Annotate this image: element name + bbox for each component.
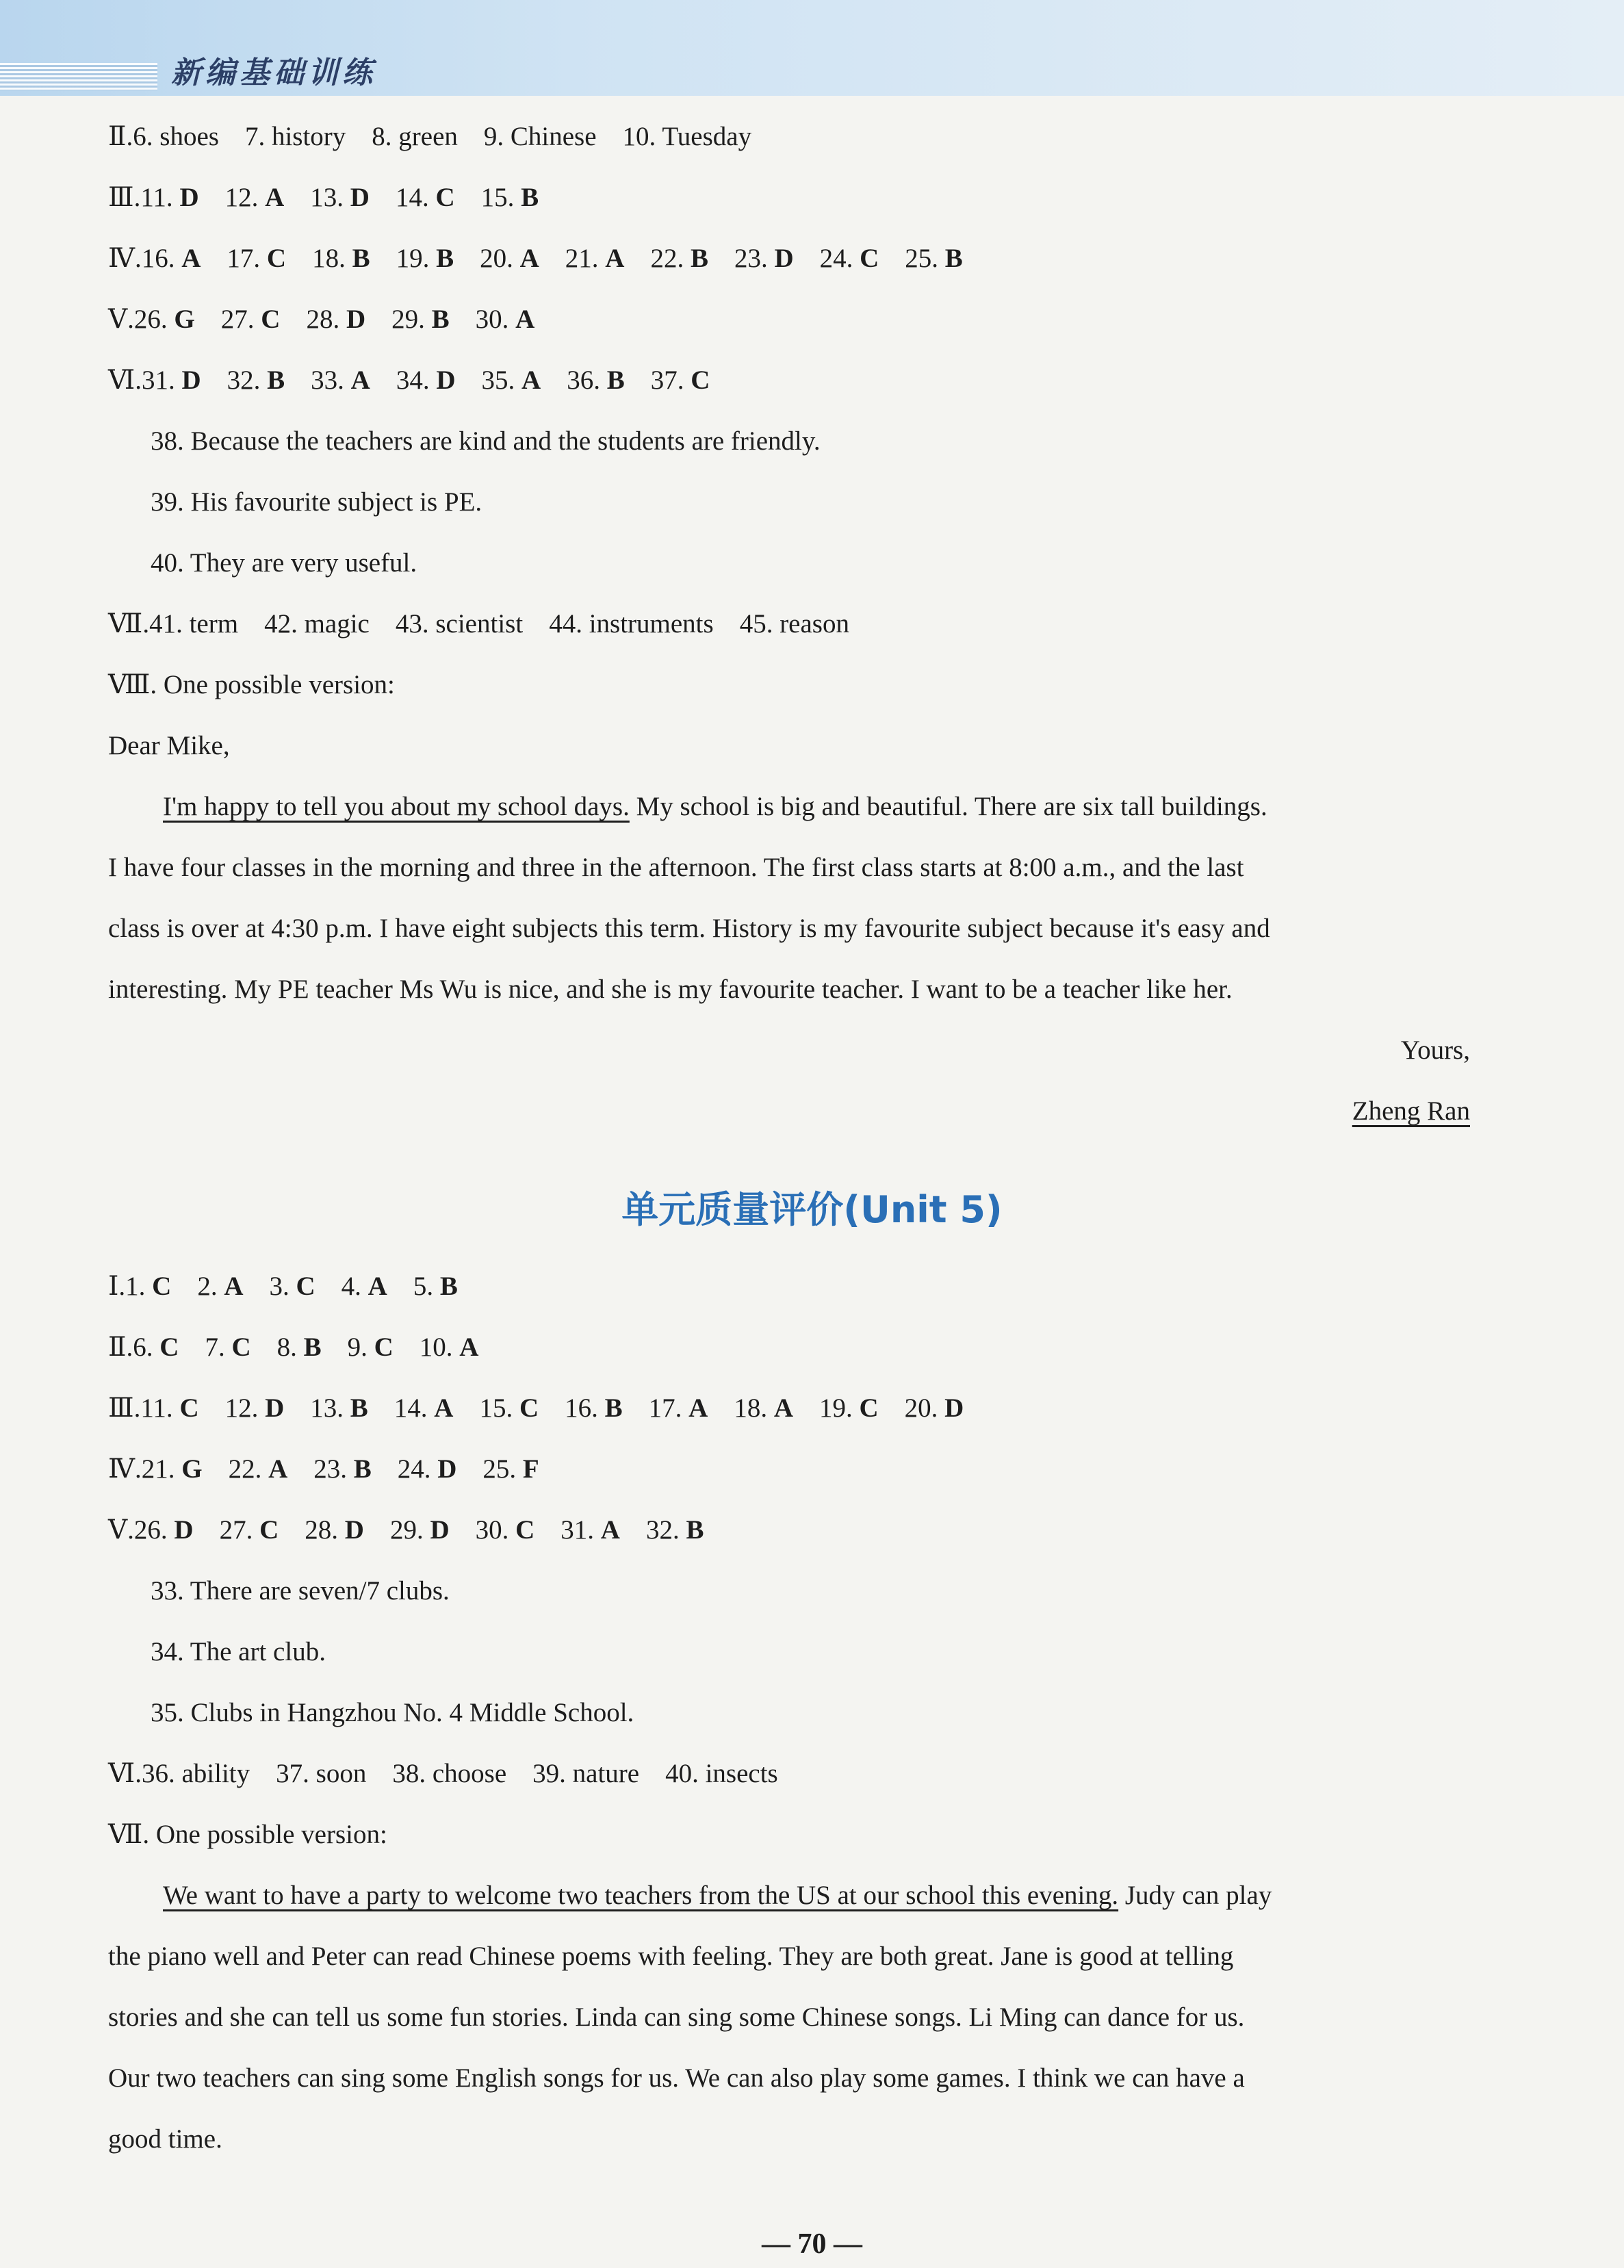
question-number: 6. <box>133 122 160 151</box>
answer-row-p2-1 <box>108 1270 458 1304</box>
answer-value: C <box>515 1515 535 1545</box>
question-number: 22. <box>228 1454 269 1484</box>
question-number: 6. <box>133 1332 160 1362</box>
question-number: 13. <box>310 1393 350 1423</box>
question-number: 17. <box>648 1393 689 1423</box>
answer-value: D <box>174 1515 194 1545</box>
answer-value: D <box>774 244 794 273</box>
answer-item <box>650 242 708 276</box>
answer-value: A <box>181 244 201 273</box>
answer-row-p1-4 <box>108 242 963 276</box>
answer-item <box>396 242 454 276</box>
question-number: 9. <box>347 1332 374 1362</box>
question-number: 21. <box>565 244 606 273</box>
section-number: Ⅶ. <box>108 609 150 639</box>
answer-value: C <box>860 244 879 273</box>
letter-line-1 <box>163 790 1267 824</box>
answer-40: 40. They are very useful. <box>151 548 417 578</box>
answer-item <box>277 1330 322 1365</box>
question-number: 20. <box>480 244 520 273</box>
answer-item <box>567 363 625 398</box>
answer-row-p2-5 <box>108 1513 704 1547</box>
question-number: 12. <box>224 183 266 212</box>
question-number: 22. <box>650 244 691 273</box>
answer-value: C <box>296 1272 315 1301</box>
answer-value: shoes <box>159 122 219 151</box>
question-number: 7. <box>244 122 272 151</box>
answer-item <box>220 1513 279 1547</box>
question-number: 32. <box>645 1515 686 1545</box>
question-number: 30. <box>475 1515 516 1545</box>
answer-row-p2-2 <box>108 1330 478 1365</box>
answer-item <box>313 1452 372 1486</box>
essay-line-4: Our two teachers can sing some English songs for us. We can also play some games. I think we can have a <box>108 2063 1245 2093</box>
answer-item <box>734 242 794 276</box>
answer-value: G <box>181 1454 203 1484</box>
answer-value: D <box>436 365 456 395</box>
question-number: 16. <box>141 244 182 273</box>
section-number: Ⅲ. <box>108 1393 141 1423</box>
answer-value: C <box>261 305 281 334</box>
answer-row-p1-6 <box>108 363 710 398</box>
letter-first-sentence: I'm happy to tell you about my school days. <box>163 792 630 821</box>
question-number: 39. <box>532 1759 573 1788</box>
answer-item <box>133 1330 179 1365</box>
question-number: 27. <box>219 1515 260 1545</box>
question-number: 19. <box>396 244 437 273</box>
answer-item <box>372 120 458 154</box>
answer-item <box>312 242 370 276</box>
answer-item <box>413 1270 458 1304</box>
section-number: Ⅴ. <box>108 305 134 334</box>
question-number: 26. <box>133 1515 175 1545</box>
header-title: 新编基础训练 <box>171 55 376 90</box>
question-number: 15. <box>479 1393 519 1423</box>
answer-item <box>140 181 198 215</box>
answer-value: D <box>437 1454 457 1484</box>
answer-value: nature <box>572 1759 640 1788</box>
answer-item <box>125 1270 171 1304</box>
answer-value: C <box>179 1393 199 1423</box>
answer-row-p1-3 <box>108 181 539 215</box>
answer-value: B <box>690 244 708 273</box>
answer-value: A <box>459 1332 479 1362</box>
answer-value: C <box>159 1332 179 1362</box>
answer-value: B <box>350 1393 368 1423</box>
answer-item <box>484 120 597 154</box>
answer-value: A <box>688 1393 708 1423</box>
answer-item <box>398 1452 457 1486</box>
question-number: 13. <box>310 183 350 212</box>
letter-line-3: class is over at 4:30 p.m. I have eight subjects this term. History is my favourite subject because it's easy and <box>108 914 1270 943</box>
question-number: 24. <box>397 1454 438 1484</box>
question-number: 41. <box>149 609 190 639</box>
answer-item <box>734 1391 793 1426</box>
answer-value: instruments <box>589 609 714 639</box>
answer-value: Chinese <box>510 122 597 151</box>
answer-35: 35. Clubs in Hangzhou No. 4 Middle School. <box>151 1698 634 1727</box>
question-number: 23. <box>734 244 775 273</box>
letter-closing: Yours, <box>1400 1035 1470 1065</box>
answer-row-p1-7 <box>108 607 849 641</box>
question-number: 15. <box>480 183 521 212</box>
answer-item <box>396 181 455 215</box>
section-number: Ⅰ. <box>108 1272 126 1301</box>
answer-item <box>311 363 370 398</box>
question-number: 24. <box>819 244 860 273</box>
answer-item <box>197 1270 243 1304</box>
answer-value: A <box>521 365 541 395</box>
answer-item <box>396 363 456 398</box>
answer-value: B <box>439 1272 458 1301</box>
answer-value: C <box>259 1515 279 1545</box>
question-number: 18. <box>734 1393 774 1423</box>
question-number: 45. <box>739 609 780 639</box>
answer-value: D <box>179 183 199 212</box>
page-number: — 70 — <box>762 2228 862 2260</box>
answer-value: A <box>265 183 285 212</box>
answer-value: D <box>944 1393 964 1423</box>
answer-value: A <box>605 244 625 273</box>
answer-value: reason <box>779 609 849 639</box>
question-number: 4. <box>341 1272 368 1301</box>
answer-item <box>532 1757 639 1791</box>
essay-line-3: stories and she can tell us some fun stories. Linda can sing some Chinese songs. Li Ming can dance for us. <box>108 2002 1245 2032</box>
answer-item <box>646 1513 704 1547</box>
question-number: 28. <box>306 305 346 334</box>
answer-item <box>819 1391 879 1426</box>
question-number: 28. <box>305 1515 345 1545</box>
answer-item <box>479 1391 539 1426</box>
question-number: 34. <box>396 365 437 395</box>
question-number: 40. <box>665 1759 706 1788</box>
answer-item <box>310 1391 368 1426</box>
answer-value: C <box>859 1393 879 1423</box>
question-number: 19. <box>819 1393 860 1423</box>
answer-item <box>565 1391 623 1426</box>
answer-value: C <box>152 1272 172 1301</box>
answer-item <box>549 607 714 641</box>
question-number: 14. <box>395 183 436 212</box>
answer-33: 33. There are seven/7 clubs. <box>151 1576 450 1606</box>
answer-item <box>149 607 238 641</box>
answer-value: B <box>436 244 454 273</box>
answer-value: Tuesday <box>662 122 752 151</box>
answer-value: term <box>189 609 239 639</box>
question-number: 27. <box>220 305 261 334</box>
question-number: 29. <box>389 1515 430 1545</box>
section-title: 单元质量评价(Unit 5) <box>621 1188 1003 1231</box>
answer-value: B <box>686 1515 704 1545</box>
answer-value: C <box>435 183 455 212</box>
answer-39: 39. His favourite subject is PE. <box>151 487 482 517</box>
question-number: 31. <box>560 1515 601 1545</box>
answer-value: A <box>224 1272 244 1301</box>
question-number: 11. <box>140 1393 180 1423</box>
answer-value: D <box>346 305 366 334</box>
question-number: 11. <box>140 183 180 212</box>
answer-value: B <box>353 1454 372 1484</box>
answer-value: A <box>515 305 535 334</box>
section-number: Ⅳ. <box>108 1454 142 1484</box>
answer-value: A <box>368 1272 387 1301</box>
section-number: Ⅱ. <box>108 122 133 151</box>
answer-item <box>476 1513 535 1547</box>
answer-value: D <box>344 1515 364 1545</box>
question-number: 20. <box>904 1393 945 1423</box>
essay-first-sentence: We want to have a party to welcome two teachers from the US at our school this evening. <box>163 1881 1119 1910</box>
answer-value: B <box>521 183 539 212</box>
answer-value: A <box>350 365 370 395</box>
answer-item <box>229 1452 288 1486</box>
answer-value: G <box>174 305 195 334</box>
letter-greeting: Dear Mike, <box>108 731 230 760</box>
answer-value: green <box>398 122 458 151</box>
question-number: 16. <box>565 1393 605 1423</box>
answer-item <box>142 1757 250 1791</box>
answer-value: A <box>519 244 539 273</box>
answer-item <box>133 120 219 154</box>
answer-value: D <box>350 183 370 212</box>
question-number: 3. <box>269 1272 296 1301</box>
answer-value: ability <box>181 1759 250 1788</box>
answer-item <box>142 242 201 276</box>
question-number: 5. <box>413 1272 440 1301</box>
answer-value: D <box>430 1515 450 1545</box>
answer-row-p2-7: Ⅶ. One possible version: <box>108 1820 387 1849</box>
answer-value: C <box>374 1332 394 1362</box>
question-number: 2. <box>197 1272 224 1301</box>
answer-item <box>905 242 963 276</box>
letter-line-4: interesting. My PE teacher Ms Wu is nice, and she is my favourite teacher. I want to be a teacher like her. <box>108 975 1233 1004</box>
answer-34: 34. The art club. <box>151 1637 326 1666</box>
answer-item <box>480 242 539 276</box>
answer-item <box>565 242 625 276</box>
header-decoration <box>0 63 157 90</box>
essay-line-1 <box>163 1879 1272 1913</box>
question-number: 23. <box>313 1454 354 1484</box>
answer-row-p2-6 <box>108 1757 778 1791</box>
answer-value: soon <box>315 1759 367 1788</box>
answer-item <box>134 1513 194 1547</box>
question-number: 31. <box>141 365 182 395</box>
answer-item <box>142 1452 203 1486</box>
question-number: 14. <box>394 1393 435 1423</box>
answer-value: C <box>266 244 287 273</box>
letter-signature: Zheng Ran <box>1352 1096 1470 1126</box>
answer-item <box>420 1330 479 1365</box>
answer-value: A <box>268 1454 288 1484</box>
answer-value: scientist <box>435 609 524 639</box>
question-number: 32. <box>227 365 268 395</box>
question-number: 10. <box>419 1332 460 1362</box>
section-number: Ⅵ. <box>108 1759 142 1788</box>
answer-value: magic <box>304 609 370 639</box>
question-number: 38. <box>392 1759 433 1788</box>
answer-item <box>134 302 195 337</box>
question-number: 25. <box>905 244 945 273</box>
question-number: 43. <box>395 609 436 639</box>
answer-item <box>225 1391 285 1426</box>
letter-line-1-rest: My school is big and beautiful. There are six tall buildings. <box>629 792 1267 821</box>
section-number: Ⅵ. <box>108 365 142 395</box>
section-number: Ⅴ. <box>108 1515 134 1545</box>
question-number: 33. <box>311 365 351 395</box>
section-number: Ⅱ. <box>108 1332 133 1362</box>
answer-value: B <box>604 1393 623 1423</box>
answer-row-p1-8: Ⅷ. One possible version: <box>108 670 395 699</box>
question-number: 12. <box>224 1393 266 1423</box>
answer-item <box>348 1330 394 1365</box>
question-number: 36. <box>141 1759 182 1788</box>
essay-line-1-rest: Judy can play <box>1118 1881 1272 1910</box>
question-number: 25. <box>482 1454 523 1484</box>
question-number: 7. <box>205 1332 232 1362</box>
answer-item <box>225 181 285 215</box>
answer-item <box>390 1513 450 1547</box>
answer-row-p2-4 <box>108 1452 539 1486</box>
answer-value: B <box>303 1332 322 1362</box>
answer-item <box>306 302 365 337</box>
answer-value: B <box>944 244 963 273</box>
question-number: 44. <box>549 609 589 639</box>
answer-item <box>140 1391 198 1426</box>
answer-item <box>264 607 370 641</box>
answer-value: B <box>352 244 370 273</box>
answer-item <box>221 302 281 337</box>
answer-item <box>820 242 879 276</box>
answer-item <box>740 607 849 641</box>
answer-item <box>905 1391 964 1426</box>
answer-value: choose <box>432 1759 507 1788</box>
answer-item <box>560 1513 620 1547</box>
letter-line-2: I have four classes in the morning and three in the afternoon. The first class starts at 8:00 a.m., and the last <box>108 853 1244 882</box>
answer-value: D <box>181 365 201 395</box>
question-number: 8. <box>276 1332 304 1362</box>
answer-item <box>481 181 539 215</box>
answer-value: history <box>271 122 346 151</box>
answer-item <box>227 242 286 276</box>
question-number: 26. <box>133 305 175 334</box>
question-number: 17. <box>227 244 267 273</box>
answer-item <box>394 1391 454 1426</box>
answer-item <box>305 1513 364 1547</box>
answer-item <box>270 1270 315 1304</box>
answer-item <box>245 120 346 154</box>
question-number: 37. <box>276 1759 316 1788</box>
answer-item <box>623 120 752 154</box>
question-number: 29. <box>391 305 432 334</box>
answer-value: A <box>434 1393 454 1423</box>
section-number: Ⅲ. <box>108 183 141 212</box>
answer-row-p2-3 <box>108 1391 964 1426</box>
answer-value: A <box>773 1393 793 1423</box>
answer-item <box>227 363 285 398</box>
answer-row-p1-2 <box>108 120 751 154</box>
answer-value: F <box>522 1454 539 1484</box>
essay-line-2: the piano well and Peter can read Chinese poems with feeling. They are both great. Jane is good at telling <box>108 1942 1234 1971</box>
answer-item <box>651 363 710 398</box>
answer-item <box>396 607 523 641</box>
question-number: 36. <box>567 365 607 395</box>
answer-value: C <box>519 1393 539 1423</box>
answer-item <box>392 1757 506 1791</box>
answer-value: A <box>600 1515 620 1545</box>
answer-value: C <box>691 365 710 395</box>
answer-value: B <box>431 305 450 334</box>
question-number: 37. <box>650 365 691 395</box>
answer-value: insects <box>705 1759 778 1788</box>
question-number: 21. <box>141 1454 182 1484</box>
question-number: 8. <box>372 122 399 151</box>
section-number: Ⅳ. <box>108 244 142 273</box>
answer-38: 38. Because the teachers are kind and the students are friendly. <box>151 426 821 456</box>
question-number: 10. <box>622 122 662 151</box>
question-number: 42. <box>264 609 305 639</box>
answer-item <box>482 363 541 398</box>
answer-item <box>310 181 370 215</box>
answer-item <box>276 1757 366 1791</box>
question-number: 9. <box>483 122 511 151</box>
question-number: 30. <box>475 305 516 334</box>
answer-item <box>649 1391 708 1426</box>
answer-item <box>665 1757 778 1791</box>
answer-item <box>476 302 535 337</box>
answer-value: C <box>231 1332 251 1362</box>
question-number: 18. <box>312 244 352 273</box>
answer-item <box>205 1330 250 1365</box>
answer-value: B <box>606 365 625 395</box>
answer-item <box>341 1270 387 1304</box>
answer-value: B <box>267 365 285 395</box>
answer-item <box>391 302 450 337</box>
answer-row-p1-5 <box>108 302 534 337</box>
answer-item <box>482 1452 539 1486</box>
question-number: 35. <box>481 365 522 395</box>
essay-line-5: good time. <box>108 2124 222 2154</box>
answer-value: D <box>265 1393 285 1423</box>
answer-item <box>142 363 201 398</box>
question-number: 1. <box>125 1272 153 1301</box>
